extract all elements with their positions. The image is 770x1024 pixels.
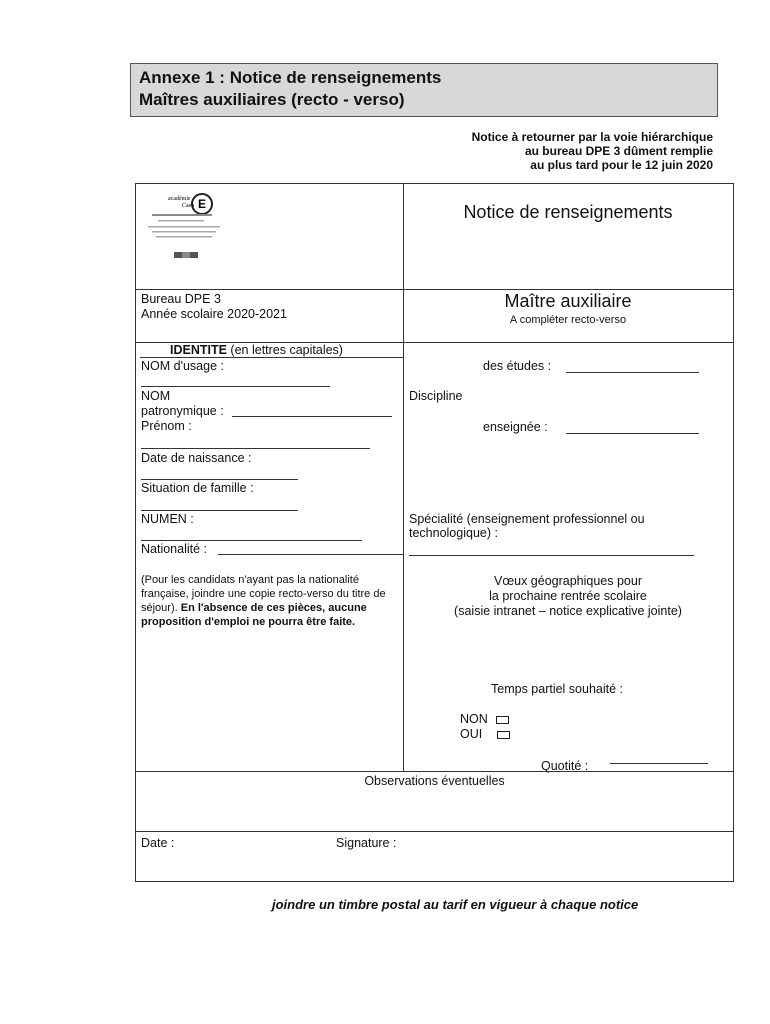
option-non[interactable] (460, 712, 509, 726)
observations-label: Observations éventuelles (364, 774, 505, 788)
naissance-label: Date de naissance : (141, 451, 252, 465)
identite-rest: (en lettres capitales) (226, 343, 343, 357)
voeux-line1: Vœux géographiques pour (493, 574, 642, 588)
row-divider-signature (135, 831, 734, 832)
svg-text:Caen: Caen (182, 203, 195, 209)
svg-text:académie: académie (168, 196, 191, 202)
enseignee-field[interactable] (566, 433, 699, 434)
signature-label: Signature : (336, 836, 397, 850)
row-divider-logo (135, 289, 734, 290)
nom-usage-label: NOM d'usage : (141, 359, 224, 373)
academie-logo (140, 190, 230, 265)
annex-title-line1: Annexe 1 : Notice de renseignements (139, 68, 442, 87)
bureau-label: Bureau DPE 3 (141, 292, 221, 306)
option-oui-label: OUI (460, 727, 483, 741)
voeux-line3: (saisie intranet – notice explicative jointe) (454, 604, 682, 618)
annex-title-line2: Maîtres auxiliaires (recto - verso) (139, 90, 405, 109)
discipline-label: Discipline (409, 389, 463, 403)
return-notice-line1: Notice à retourner par la voie hiérarchique (471, 130, 713, 144)
situation-field[interactable] (141, 510, 298, 511)
identite-bold: IDENTITE (170, 343, 227, 357)
etudes-label: des études : (483, 359, 552, 373)
identite-underline (140, 357, 403, 358)
specialite-field[interactable] (409, 555, 694, 556)
naissance-field[interactable] (141, 479, 298, 480)
column-divider (403, 183, 404, 771)
numen-label: NUMEN : (141, 512, 194, 526)
observations-field[interactable] (140, 790, 730, 828)
nom-patronymique-field[interactable] (232, 416, 392, 417)
nationalite-field[interactable] (218, 554, 403, 555)
enseignee-label: enseignée : (483, 420, 548, 434)
etranger-note (141, 573, 399, 629)
checkbox-non[interactable] (496, 716, 509, 724)
etranger-note-bold: En l'absence de ces pièces, aucune proposition d'emploi ne pourra être faite. (141, 602, 367, 628)
checkbox-oui[interactable] (497, 731, 510, 739)
quotite-field[interactable] (610, 763, 708, 764)
return-notice-line2: au bureau DPE 3 dûment remplie (524, 144, 713, 158)
maitre-subtitle: A compléter recto-verso (509, 314, 627, 326)
etranger-note-text: (Pour les candidats n'ayant pas la nationalité française, joindre une copie recto-verso du titre de séjour). (141, 574, 386, 614)
nationalite-label: Nationalité : (141, 542, 208, 556)
nom-label: NOM (141, 389, 171, 403)
identite-heading (170, 343, 343, 357)
return-notice (472, 130, 713, 172)
date-label: Date : (141, 836, 175, 850)
logo-graphic (140, 190, 230, 265)
quotite-label: Quotité : (541, 759, 589, 773)
annee-label: Année scolaire 2020-2021 (141, 307, 287, 321)
row-divider-observations (135, 771, 734, 772)
specialite-label: Spécialité (enseignement professionnel ou technologique) : (409, 512, 645, 540)
numen-field[interactable] (141, 540, 362, 541)
nom-usage-field[interactable] (141, 386, 330, 387)
svg-text:E: E (198, 197, 207, 211)
footer-note: joindre un timbre postal au tarif en vigueur à chaque notice (272, 897, 639, 912)
annex-title-box (130, 63, 718, 117)
option-non-label: NON (460, 712, 488, 726)
return-notice-line3: au plus tard pour le 12 juin 2020 (530, 158, 713, 172)
maitre-title: Maître auxiliaire (504, 291, 632, 311)
etudes-field[interactable] (566, 372, 699, 373)
situation-label: Situation de famille : (141, 481, 254, 495)
voeux-line2: la prochaine rentrée scolaire (489, 589, 647, 603)
temps-partiel-label: Temps partiel souhaité : (491, 682, 624, 696)
patronymique-label: patronymique : (141, 404, 224, 418)
prenom-label: Prénom : (141, 419, 192, 433)
form-heading: Notice de renseignements (463, 202, 673, 222)
prenom-field[interactable] (141, 448, 370, 449)
option-oui[interactable] (460, 727, 510, 741)
